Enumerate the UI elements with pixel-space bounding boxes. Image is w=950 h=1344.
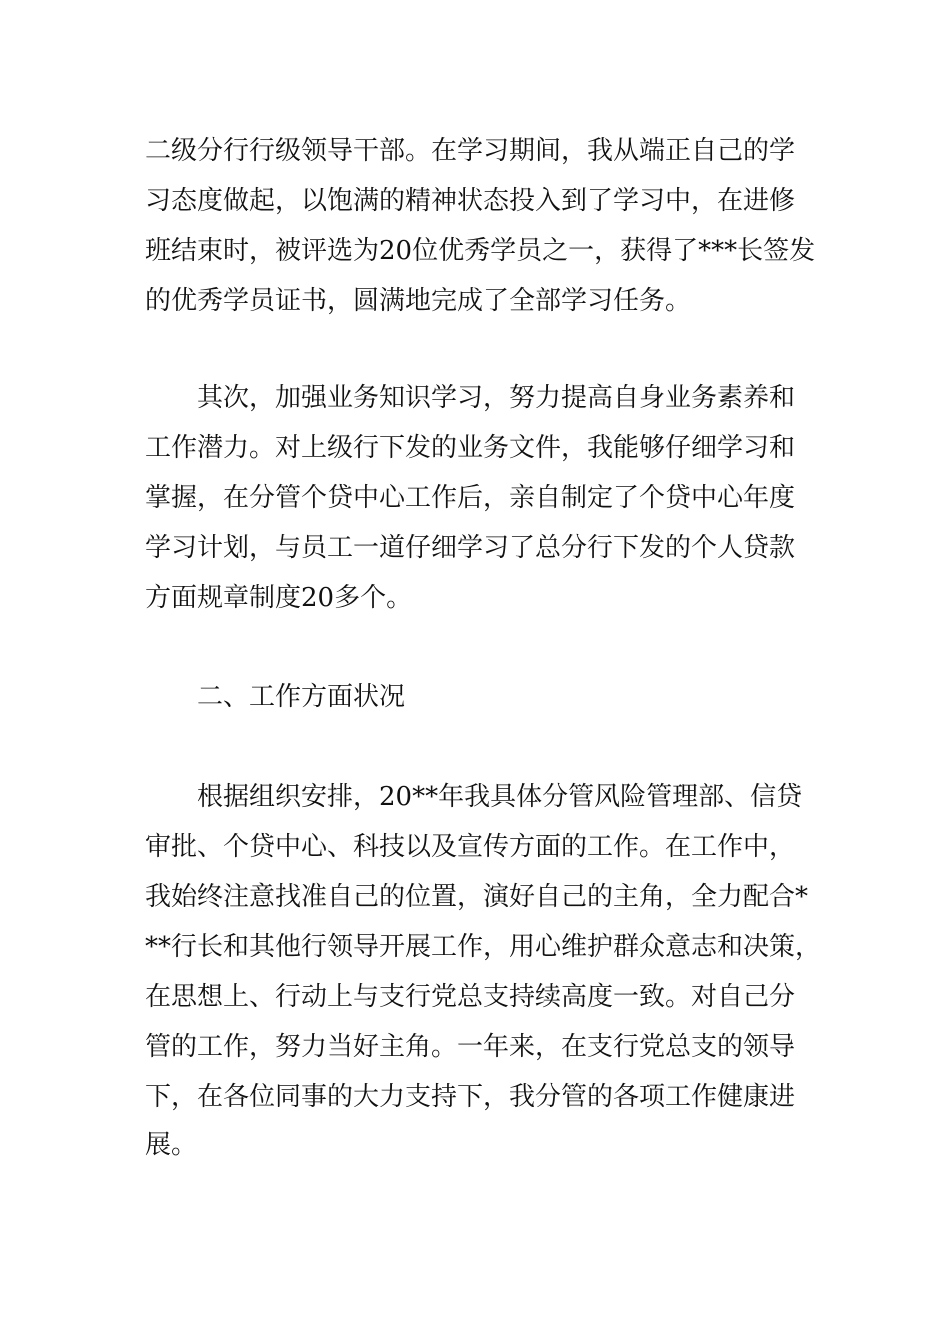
paragraph-2-line-1: 其次，加强业务知识学习，努力提高自身业务素养和	[197, 383, 796, 413]
paragraph-2-line-5: 方面规章制度20多个。	[145, 583, 413, 613]
paragraph-3-line-2: 审批、个贷中心、科技以及宣传方面的工作。在工作中，	[145, 832, 796, 862]
paragraph-1-line-2: 习态度做起，以饱满的精神状态投入到了学习中，在进修	[145, 186, 796, 216]
paragraph-3-line-8: 展。	[145, 1130, 198, 1160]
section-heading: 二、工作方面状况	[197, 682, 406, 712]
paragraph-2-line-2: 工作潜力。对上级行下发的业务文件，我能够仔细学习和	[145, 433, 796, 463]
paragraph-1-line-4: 的优秀学员证书，圆满地完成了全部学习任务。	[145, 286, 692, 316]
paragraph-3-line-3: 我始终注意找准自己的位置，演好自己的主角，全力配合*	[145, 882, 809, 912]
paragraph-3-line-1: 根据组织安排，20**年我具体分管风险管理部、信贷	[197, 782, 803, 812]
paragraph-1-line-1: 二级分行行级领导干部。在学习期间，我从端正自己的学	[145, 136, 796, 166]
paragraph-3-line-4: **行长和其他行领导开展工作，用心维护群众意志和决策，	[145, 932, 822, 962]
paragraph-2-line-4: 学习计划，与员工一道仔细学习了总分行下发的个人贷款	[145, 533, 796, 563]
paragraph-3-line-6: 管的工作，努力当好主角。一年来，在支行党总支的领导	[145, 1032, 796, 1062]
paragraph-1-line-3: 班结束时，被评选为20位优秀学员之一，获得了***长签发	[145, 236, 816, 266]
paragraph-3-line-5: 在思想上、行动上与支行党总支持续高度一致。对自己分	[145, 982, 796, 1012]
paragraph-3-line-7: 下，在各位同事的大力支持下，我分管的各项工作健康进	[145, 1082, 796, 1112]
paragraph-2-line-3: 掌握，在分管个贷中心工作后，亲自制定了个贷中心年度	[145, 483, 796, 513]
